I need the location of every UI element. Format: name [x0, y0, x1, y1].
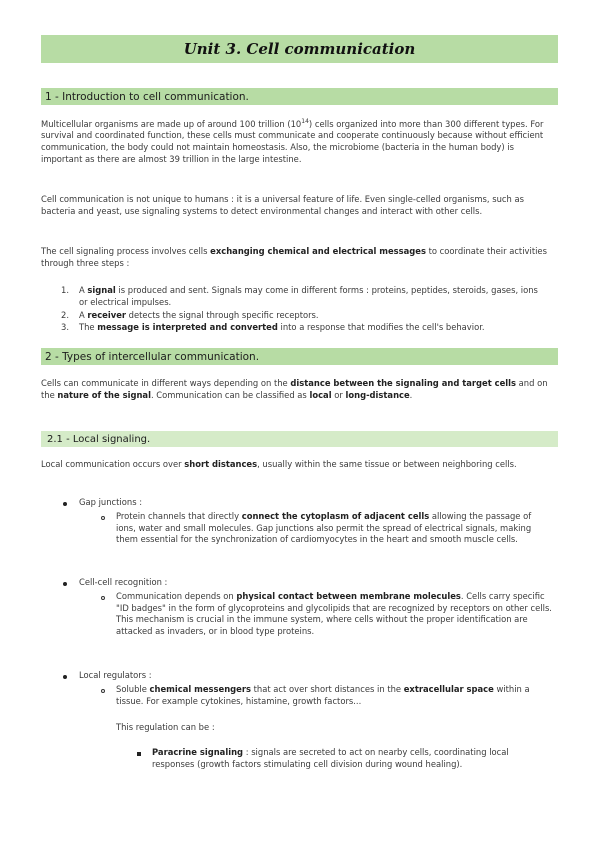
step-number: 3.: [61, 322, 69, 332]
section-heading-1-text: 1 - Introduction to cell communication.: [45, 90, 249, 103]
step-item: The message is interpreted and converted into a response that modifies the cell's behavior.: [79, 322, 485, 332]
paracrine-text: Paracrine signaling : signals are secreted to act on nearby cells, coordinating local responses (growth factors stimulating cell division during wound healing).: [152, 747, 509, 769]
types-paragraph: Cells can communicate in different ways depending on the distance between the signaling and target cells and on the nature of the signal. Communication can be classified as local or long-distance.: [41, 378, 548, 400]
intro-paragraph-1: Multicellular organisms are made up of around 100 trillion $(10^{14})$ cells organized into more than 300 different types. For survival and coordinated function, these cells must communicate and cooperate continuously because without efficient communication, the body could not maintain homeostasis. Also, the microbiome (bacteria in the human body) is important as there are almost 39 trillion in the large intestine.: [41, 118, 544, 164]
section-heading-2: [41, 348, 558, 365]
local-regulators-text: Soluble chemical messengers that act over short distances in the extracellular space within a tissue. For example cytokines, histamine, growth factors...: [116, 684, 530, 706]
bullet-icon: [63, 675, 67, 679]
sub-bullet-icon: [101, 596, 105, 600]
section-heading-2-text: 2 - Types of intercellular communication.: [45, 350, 260, 363]
page-title: Unit 3. Cell communication: [183, 40, 416, 58]
cell-recognition-text: Communication depends on physical contact between membrane molecules. Cells carry specific "ID badges" in the form of glycoproteins and glycolipids that are recognized by receptors on other cells. This mechanism is crucial in the immune system, where cells without the proper identification are attacked as invaders, or in blood type proteins.: [116, 591, 552, 636]
step-number: 1.: [61, 285, 69, 295]
step-number: 2.: [61, 310, 69, 320]
sub-bullet-icon: [101, 689, 105, 693]
bullet-icon: [63, 502, 67, 506]
intro-paragraph-2: Cell communication is not unique to humans : it is a universal feature of life. Even single-celled organisms, such as bacteria and yeast, use signaling systems to detect environmental changes and interact with other cells.: [41, 194, 524, 216]
intro-paragraph-3: The cell signaling process involves cells exchanging chemical and electrical messages to coordinate their activities through three steps :: [41, 246, 547, 268]
step-item: A signal is produced and sent. Signals may come in different forms : proteins, peptides, steroids, gases, ions or electrical impulses.: [79, 285, 538, 307]
regulation-intro: This regulation can be :: [116, 722, 215, 732]
local-regulators-title: Local regulators :: [79, 670, 152, 680]
section-heading-1: [41, 88, 558, 105]
local-intro-paragraph: Local communication occurs over short distances, usually within the same tissue or between neighboring cells.: [41, 459, 517, 469]
title-bar: [41, 35, 558, 63]
subsection-heading-text: 2.1 - Local signaling.: [47, 433, 151, 445]
gap-junctions-title: Gap junctions :: [79, 497, 143, 507]
sub-sub-bullet-icon: [137, 752, 141, 756]
sub-bullet-icon: [101, 516, 105, 520]
cell-recognition-title: Cell-cell recognition :: [79, 577, 168, 587]
gap-junctions-text: Protein channels that directly connect the cytoplasm of adjacent cells allowing the passage of ions, water and small molecules. Gap junctions also permit the spread of electrical signals, making them essential for the synchronization of cardiomyocytes in the heart and smooth muscle cells.: [116, 511, 532, 545]
step-item: A receiver detects the signal through specific receptors.: [79, 310, 319, 320]
subsection-heading-2-1: [41, 431, 558, 447]
bullet-icon: [63, 582, 67, 586]
